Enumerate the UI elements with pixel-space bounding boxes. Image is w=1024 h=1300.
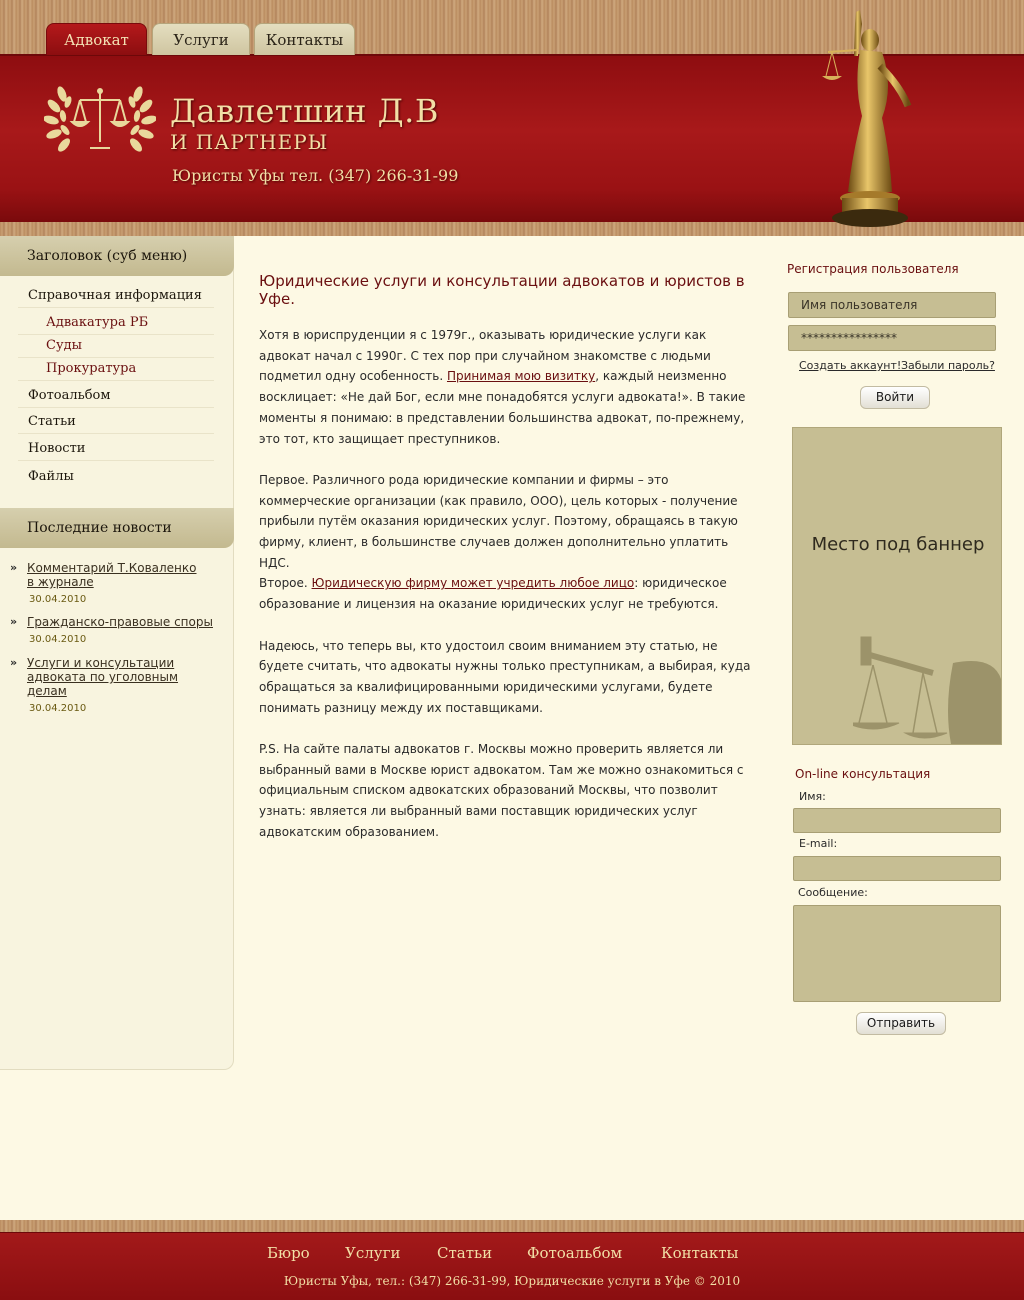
- login-button[interactable]: Войти: [860, 386, 930, 409]
- create-account-link[interactable]: Создать аккаунт!: [799, 359, 902, 372]
- article-paragraph: [259, 470, 761, 615]
- username-input[interactable]: Имя пользователя: [788, 292, 996, 318]
- footer-red-band: [0, 1232, 1024, 1300]
- footer-link-bureau[interactable]: Бюро: [267, 1244, 310, 1262]
- text-span: , каждый неизменно восклицает: «Не дай Бог, если мне понадобятся услуги адвоката!». В такие моменты я понимаю: в представлении большинства адвокат, по-прежнему, это тот, кто защищает преступников.: [259, 369, 746, 446]
- menu-item-articles[interactable]: Статьи: [18, 410, 214, 434]
- footer-link-articles[interactable]: Статьи: [437, 1244, 493, 1262]
- copyright: Юристы Уфы, тел.: (347) 266-31-99, Юридические услуги в Уфе © 2010: [283, 1274, 741, 1288]
- news-title[interactable]: Комментарий Т.Коваленко в журнале: [27, 561, 197, 589]
- news-title[interactable]: Услуги и консультации адвоката по уголовным делам: [27, 656, 179, 698]
- article-paragraph: P.S. На сайте палаты адвокатов г. Москвы можно проверить является ли выбранный вами в Москве юрист адвокатом. Там же можно ознакомиться с официальным списком адвокатских образований Москвы, что позволит узнать: является ли выбранный вами поставщик юридических услуг адвокатским образованием.: [259, 742, 744, 839]
- message-textarea[interactable]: [793, 905, 1001, 1002]
- email-label: E-mail:: [799, 837, 838, 850]
- themis-statue-icon: [818, 6, 918, 230]
- scales-wreath-logo-icon[interactable]: [44, 82, 156, 156]
- footer-link-photo[interactable]: Фотоальбом: [527, 1244, 623, 1262]
- text-span: Второе.: [259, 576, 312, 591]
- tab-uslugi[interactable]: Услуги: [152, 23, 250, 55]
- news-item[interactable]: [10, 615, 220, 645]
- text-span: : юридическое образование и лицензия на оказание юридических услуг не требуются.: [259, 576, 727, 612]
- footer-link-services[interactable]: Услуги: [345, 1244, 401, 1262]
- news-item[interactable]: [10, 656, 220, 714]
- page-title: Юридические услуги и консультации адвокатов и юристов в Уфе.: [259, 272, 745, 308]
- business-card-link[interactable]: Принимая мою визитку: [446, 369, 596, 384]
- menu-item-photo[interactable]: Фотоальбом: [18, 384, 214, 408]
- tab-kontakty[interactable]: Контакты: [254, 23, 355, 55]
- menu-item-news[interactable]: Новости: [18, 437, 214, 461]
- footer-link-contacts[interactable]: Контакты: [661, 1244, 739, 1262]
- site-title[interactable]: Давлетшин Д.В: [170, 92, 439, 130]
- menu-item-files[interactable]: Файлы: [28, 469, 74, 484]
- latest-news-header: Последние новости: [0, 508, 234, 548]
- news-item[interactable]: [10, 561, 220, 605]
- double-chevron-icon: »: [10, 615, 18, 628]
- submit-button[interactable]: Отправить: [856, 1012, 946, 1035]
- text-span: Хотя в юриспруденции я с 1979г., оказывать юридические услуги как адвокат начал с 1990г. С тех пор при случайном знакомстве с людьми подметил одну особенность.: [259, 328, 711, 384]
- footer-wood: [0, 1220, 1024, 1232]
- double-chevron-icon: »: [10, 561, 18, 574]
- themis-silhouette-icon: [853, 633, 1002, 745]
- menu-item-courts[interactable]: Суды: [18, 334, 214, 358]
- menu-item-reference[interactable]: Справочная информация: [18, 284, 214, 308]
- login-title: Регистрация пользователя: [787, 262, 959, 276]
- site-footer: [0, 1220, 1024, 1300]
- news-date: 30.04.2010: [29, 634, 87, 645]
- password-input[interactable]: ****************: [788, 325, 996, 351]
- email-input[interactable]: [793, 856, 1001, 881]
- main-content: [259, 272, 761, 863]
- site-subtitle: И ПАРТНЕРЫ: [170, 130, 329, 154]
- forgot-password-link[interactable]: Забыли пароль?: [901, 359, 995, 372]
- left-sidebar: [0, 236, 234, 1070]
- menu-item-prosecutor[interactable]: Прокуратура: [18, 357, 214, 381]
- law-firm-link[interactable]: Юридическую фирму может учредить любое лицо: [311, 576, 635, 591]
- menu-item-bar-rb[interactable]: Адвакатура РБ: [18, 311, 214, 335]
- article-paragraph: [259, 325, 761, 449]
- news-date: 30.04.2010: [29, 703, 87, 714]
- text-span: Первое. Различного рода юридические компании и фирмы – это коммерческие организации (как правило, ООО), цель которых - получение прибыли путём оказания юридических услуг. Поэтому, обращаясь в такую фирму, клиент, в большинстве случаев должен дополнительно уплатить НДС.: [259, 472, 738, 570]
- header-phone: Юристы Уфы тел. (347) 266-31-99: [172, 166, 459, 185]
- news-title[interactable]: Гражданско-правовые споры: [27, 615, 213, 629]
- article-paragraph: Надеюсь, что теперь вы, кто удостоил своим вниманием эту статью, не будете считать, что адвокаты нужны только преступникам, а выбирая, куда обращаться за квалифицированными юридическими услугами, будете понимать разницу между их поставщиками.: [259, 638, 751, 715]
- submenu-header: Заголовок (суб меню): [0, 236, 234, 276]
- site-header: [0, 0, 1024, 236]
- name-input[interactable]: [793, 808, 1001, 833]
- tab-advokat[interactable]: Адвокат: [46, 23, 147, 55]
- banner-text: Место под баннер: [811, 534, 985, 555]
- name-label: Имя:: [799, 790, 826, 803]
- message-label: Сообщение:: [798, 886, 868, 899]
- double-chevron-icon: »: [10, 656, 18, 669]
- news-date: 30.04.2010: [29, 594, 87, 605]
- consultation-title: On-line консультация: [795, 767, 931, 781]
- banner-placeholder[interactable]: [792, 427, 1002, 745]
